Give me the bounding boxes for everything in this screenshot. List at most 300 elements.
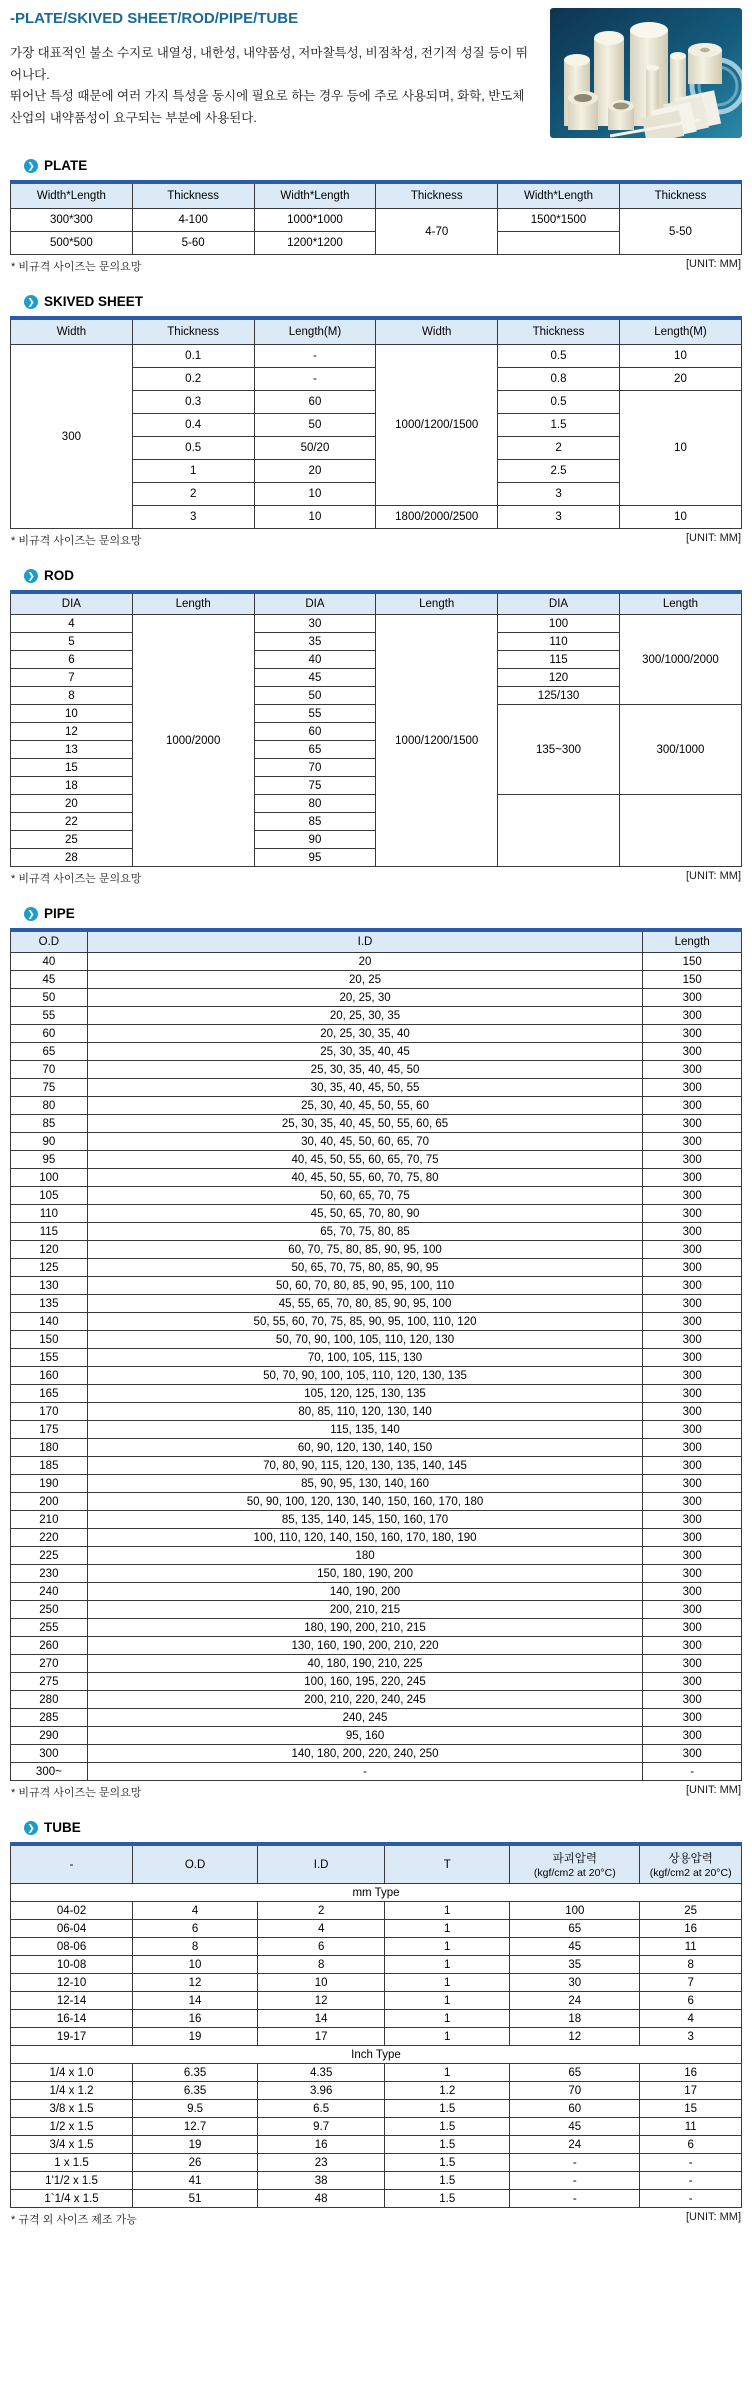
table-cell: 240, 245 bbox=[87, 1709, 643, 1727]
table-cell: 200 bbox=[11, 1493, 88, 1511]
table-cell: 60, 90, 120, 130, 140, 150 bbox=[87, 1439, 643, 1457]
table-row bbox=[11, 1691, 742, 1709]
table-cell: 1.5 bbox=[385, 2154, 510, 2172]
table-cell: 55 bbox=[11, 1007, 88, 1025]
table-row bbox=[11, 1547, 742, 1565]
table-cell: 100 bbox=[510, 1902, 640, 1920]
section-title-tube: TUBE bbox=[44, 1820, 81, 1835]
table-cell: 24 bbox=[510, 2136, 640, 2154]
table-cell: 135~300 bbox=[498, 705, 620, 795]
table-cell: 10 bbox=[619, 345, 741, 368]
pipe-heading bbox=[24, 906, 742, 921]
table-cell: 500*500 bbox=[11, 232, 133, 255]
table-cell: 20 bbox=[11, 795, 133, 813]
table-cell: 50 bbox=[254, 414, 376, 437]
table-row bbox=[11, 1187, 742, 1205]
table-cell: 110 bbox=[11, 1205, 88, 1223]
table-cell: 30 bbox=[510, 1974, 640, 1992]
table-cell: 95 bbox=[254, 849, 376, 867]
section-bullet-icon: ❯ bbox=[24, 159, 38, 173]
table-cell: 65 bbox=[510, 1920, 640, 1938]
table-cell: 50 bbox=[11, 989, 88, 1007]
table-cell: 25, 30, 35, 40, 45, 50 bbox=[87, 1061, 643, 1079]
table-row bbox=[11, 1655, 742, 1673]
table-cell: 1/4 x 1.2 bbox=[11, 2082, 133, 2100]
table-cell bbox=[619, 795, 741, 867]
table-cell: 5-60 bbox=[132, 232, 254, 255]
table-cell: 10 bbox=[254, 483, 376, 506]
skived-sheet-heading bbox=[24, 294, 742, 309]
table-cell: 115 bbox=[498, 651, 620, 669]
table-cell: 300 bbox=[643, 1115, 742, 1133]
table-cell: 04-02 bbox=[11, 1902, 133, 1920]
table-cell: 20, 25, 30, 35 bbox=[87, 1007, 643, 1025]
table-cell: 6.35 bbox=[133, 2082, 258, 2100]
table-cell: 60 bbox=[510, 2100, 640, 2118]
table-row bbox=[11, 2118, 742, 2136]
table-cell: 17 bbox=[258, 2028, 385, 2046]
table-cell: 300 bbox=[643, 1709, 742, 1727]
table-cell: 1 bbox=[385, 1938, 510, 1956]
table-cell: 30 bbox=[254, 615, 376, 633]
table-cell: 10 bbox=[133, 1956, 258, 1974]
table-cell: 3 bbox=[498, 506, 620, 529]
table-cell: 300 bbox=[643, 1061, 742, 1079]
table-cell: 10 bbox=[619, 391, 741, 506]
table-cell: 3.96 bbox=[258, 2082, 385, 2100]
tube-heading bbox=[24, 1820, 742, 1835]
column-header: Thickness bbox=[132, 182, 254, 209]
skived-sheet-table bbox=[10, 316, 742, 529]
table-cell: 18 bbox=[510, 2010, 640, 2028]
table-cell: 15 bbox=[11, 759, 133, 777]
table-cell: 20 bbox=[87, 953, 643, 971]
table-cell: 14 bbox=[258, 2010, 385, 2028]
column-header: Thickness bbox=[376, 182, 498, 209]
section-rod bbox=[10, 568, 742, 886]
table-cell: 8 bbox=[11, 687, 133, 705]
table-row bbox=[11, 989, 742, 1007]
table-cell: 280 bbox=[11, 1691, 88, 1709]
table-cell: 175 bbox=[11, 1421, 88, 1439]
column-header: Length bbox=[376, 592, 498, 615]
table-cell: 1000*1000 bbox=[254, 209, 376, 232]
table-cell: 185 bbox=[11, 1457, 88, 1475]
table-cell: 6.35 bbox=[133, 2064, 258, 2082]
section-bullet-icon: ❯ bbox=[24, 569, 38, 583]
plate-table bbox=[10, 180, 742, 255]
table-row bbox=[11, 2136, 742, 2154]
table-cell: - bbox=[254, 345, 376, 368]
table-cell: 45 bbox=[510, 1938, 640, 1956]
table-row bbox=[11, 1727, 742, 1745]
table-cell: 300 bbox=[643, 1187, 742, 1205]
table-cell: 2 bbox=[132, 483, 254, 506]
intro-section bbox=[10, 6, 742, 138]
table-cell: 2 bbox=[498, 437, 620, 460]
table-cell: 1 bbox=[385, 2028, 510, 2046]
table-cell: 300 bbox=[643, 1223, 742, 1241]
column-header: DIA bbox=[498, 592, 620, 615]
table-cell: 20 bbox=[254, 460, 376, 483]
table-cell: 30, 40, 45, 50, 60, 65, 70 bbox=[87, 1133, 643, 1151]
table-cell: 1 bbox=[385, 1992, 510, 2010]
table-row bbox=[11, 1565, 742, 1583]
table-cell: 12 bbox=[133, 1974, 258, 1992]
table-cell: 300 bbox=[643, 1691, 742, 1709]
table-row bbox=[11, 1061, 742, 1079]
table-cell: 75 bbox=[254, 777, 376, 795]
column-header: I.D bbox=[258, 1844, 385, 1884]
table-cell: 300 bbox=[643, 1025, 742, 1043]
table-cell: 23 bbox=[258, 2154, 385, 2172]
column-header: Length bbox=[132, 592, 254, 615]
table-row bbox=[11, 1223, 742, 1241]
table-cell: - bbox=[87, 1763, 643, 1781]
table-cell: 16 bbox=[258, 2136, 385, 2154]
table-cell: 1.5 bbox=[385, 2172, 510, 2190]
table-cell: 40, 180, 190, 210, 225 bbox=[87, 1655, 643, 1673]
table-row bbox=[11, 1601, 742, 1619]
table-cell: 50, 90, 100, 120, 130, 140, 150, 160, 170, 180 bbox=[87, 1493, 643, 1511]
rod-note bbox=[11, 870, 741, 886]
section-title-pipe: PIPE bbox=[44, 906, 75, 921]
intro-text bbox=[10, 6, 534, 129]
ptfe-products-illustration bbox=[550, 8, 742, 138]
table-row bbox=[11, 1205, 742, 1223]
table-cell: 80, 85, 110, 120, 130, 140 bbox=[87, 1403, 643, 1421]
table-cell: 20, 25, 30 bbox=[87, 989, 643, 1007]
table-cell: 20, 25 bbox=[87, 971, 643, 989]
section-pipe bbox=[10, 906, 742, 1800]
table-cell: 150 bbox=[11, 1331, 88, 1349]
table-cell: 1/2 x 1.5 bbox=[11, 2118, 133, 2136]
table-row bbox=[11, 1457, 742, 1475]
table-cell: 80 bbox=[254, 795, 376, 813]
plate-heading bbox=[24, 158, 742, 173]
table-cell: 1.5 bbox=[385, 2100, 510, 2118]
table-cell: 300 bbox=[643, 1295, 742, 1313]
table-row bbox=[11, 1493, 742, 1511]
table-cell: 11 bbox=[640, 2118, 742, 2136]
table-cell: 85, 90, 95, 130, 140, 160 bbox=[87, 1475, 643, 1493]
table-row bbox=[11, 1079, 742, 1097]
header-row bbox=[11, 182, 742, 209]
table-row bbox=[11, 1763, 742, 1781]
table-cell: 65, 70, 75, 80, 85 bbox=[87, 1223, 643, 1241]
column-header: T bbox=[385, 1844, 510, 1884]
rod-heading bbox=[24, 568, 742, 583]
table-row bbox=[11, 1938, 742, 1956]
table-row bbox=[11, 615, 742, 633]
table-cell: 300 bbox=[643, 1205, 742, 1223]
table-row bbox=[11, 1637, 742, 1655]
table-cell: 0.2 bbox=[132, 368, 254, 391]
table-row bbox=[11, 1295, 742, 1313]
table-cell: 60 bbox=[11, 1025, 88, 1043]
table-cell: 300 bbox=[11, 345, 133, 529]
table-cell: 70 bbox=[510, 2082, 640, 2100]
table-row bbox=[11, 1313, 742, 1331]
table-cell: 300 bbox=[643, 1565, 742, 1583]
table-cell: 75 bbox=[11, 1079, 88, 1097]
table-cell: 300 bbox=[643, 1151, 742, 1169]
table-cell: 45 bbox=[510, 2118, 640, 2136]
table-cell: 6 bbox=[11, 651, 133, 669]
table-cell: 19 bbox=[133, 2028, 258, 2046]
table-cell: 2 bbox=[258, 1902, 385, 1920]
table-row bbox=[11, 1583, 742, 1601]
table-cell: 100 bbox=[498, 615, 620, 633]
column-header: DIA bbox=[254, 592, 376, 615]
table-cell: 105, 120, 125, 130, 135 bbox=[87, 1385, 643, 1403]
section-bullet-icon: ❯ bbox=[24, 295, 38, 309]
table-row bbox=[11, 1007, 742, 1025]
table-cell: 9.5 bbox=[133, 2100, 258, 2118]
table-cell: 300 bbox=[643, 1367, 742, 1385]
table-cell: 0.4 bbox=[132, 414, 254, 437]
table-cell: 240 bbox=[11, 1583, 88, 1601]
table-row bbox=[11, 1025, 742, 1043]
table-cell: 15 bbox=[640, 2100, 742, 2118]
table-cell: 10 bbox=[11, 705, 133, 723]
table-cell bbox=[498, 795, 620, 867]
column-header: Thickness bbox=[132, 318, 254, 345]
table-cell: 300 bbox=[643, 1403, 742, 1421]
unit-note: [UNIT: MM] bbox=[686, 870, 741, 882]
table-cell: 110 bbox=[498, 633, 620, 651]
table-cell: 50, 55, 60, 70, 75, 85, 90, 95, 100, 110, 120 bbox=[87, 1313, 643, 1331]
table-cell: 6.5 bbox=[258, 2100, 385, 2118]
nonstandard-size-note: * 비규격 사이즈는 문의요망 bbox=[11, 535, 142, 547]
table-row bbox=[11, 1385, 742, 1403]
table-cell: 80 bbox=[11, 1097, 88, 1115]
table-cell: 70 bbox=[254, 759, 376, 777]
table-cell: 0.3 bbox=[132, 391, 254, 414]
table-cell: 300 bbox=[643, 1169, 742, 1187]
table-cell: 300*300 bbox=[11, 209, 133, 232]
table-cell: 1000/1200/1500 bbox=[376, 345, 498, 506]
table-cell: 220 bbox=[11, 1529, 88, 1547]
table-row bbox=[11, 2082, 742, 2100]
table-cell: 50, 70, 90, 100, 105, 110, 120, 130, 135 bbox=[87, 1367, 643, 1385]
table-row bbox=[11, 1475, 742, 1493]
table-cell: 50 bbox=[254, 687, 376, 705]
table-cell: 45, 50, 65, 70, 80, 90 bbox=[87, 1205, 643, 1223]
table-cell: 300 bbox=[643, 1259, 742, 1277]
table-cell: 0.5 bbox=[498, 391, 620, 414]
table-cell: 100 bbox=[11, 1169, 88, 1187]
unit-note: [UNIT: MM] bbox=[686, 532, 741, 544]
table-cell: - bbox=[510, 2172, 640, 2190]
table-row bbox=[11, 1619, 742, 1637]
table-cell: 51 bbox=[133, 2190, 258, 2208]
table-cell: 1 bbox=[385, 1956, 510, 1974]
table-cell: 16 bbox=[640, 2064, 742, 2082]
table-row bbox=[11, 1151, 742, 1169]
table-cell: 16-14 bbox=[11, 2010, 133, 2028]
table-cell: 1 bbox=[132, 460, 254, 483]
table-cell: 95, 160 bbox=[87, 1727, 643, 1745]
page-title: -PLATE/SKIVED SHEET/ROD/PIPE/TUBE bbox=[10, 10, 299, 27]
skived-sheet-note bbox=[11, 532, 741, 548]
table-cell: 1.2 bbox=[385, 2082, 510, 2100]
table-cell: 190 bbox=[11, 1475, 88, 1493]
table-cell: 150 bbox=[643, 971, 742, 989]
table-cell: 60, 70, 75, 80, 85, 90, 95, 100 bbox=[87, 1241, 643, 1259]
table-cell: 300 bbox=[643, 1385, 742, 1403]
table-cell: 290 bbox=[11, 1727, 88, 1745]
table-cell: 300 bbox=[643, 1583, 742, 1601]
table-cell: 8 bbox=[258, 1956, 385, 1974]
table-cell: 0.1 bbox=[132, 345, 254, 368]
table-cell: 200, 210, 215 bbox=[87, 1601, 643, 1619]
table-cell: 6 bbox=[640, 2136, 742, 2154]
table-cell: 95 bbox=[11, 1151, 88, 1169]
header-row bbox=[11, 318, 742, 345]
table-cell: 300 bbox=[643, 1601, 742, 1619]
table-cell: 130 bbox=[11, 1277, 88, 1295]
table-cell: 4 bbox=[258, 1920, 385, 1938]
table-cell: 70 bbox=[11, 1061, 88, 1079]
column-header: Length(M) bbox=[254, 318, 376, 345]
table-row bbox=[11, 2046, 742, 2064]
table-cell: 13 bbox=[11, 741, 133, 759]
table-cell: 7 bbox=[11, 669, 133, 687]
table-cell: 300 bbox=[643, 1097, 742, 1115]
table-row bbox=[11, 345, 742, 368]
table-cell: 60 bbox=[254, 723, 376, 741]
table-cell: 300 bbox=[643, 1349, 742, 1367]
table-cell: 155 bbox=[11, 1349, 88, 1367]
table-cell: 41 bbox=[133, 2172, 258, 2190]
table-cell: 0.5 bbox=[132, 437, 254, 460]
table-cell: 19 bbox=[133, 2136, 258, 2154]
table-cell: 26 bbox=[133, 2154, 258, 2172]
table-cell: 12-10 bbox=[11, 1974, 133, 1992]
table-cell: 28 bbox=[11, 849, 133, 867]
table-cell: 40, 45, 50, 55, 60, 65, 70, 75 bbox=[87, 1151, 643, 1169]
table-cell: 300 bbox=[643, 1655, 742, 1673]
table-cell: 120 bbox=[11, 1241, 88, 1259]
table-cell: 6 bbox=[640, 1992, 742, 2010]
table-cell: 300 bbox=[643, 1673, 742, 1691]
table-cell: - bbox=[640, 2190, 742, 2208]
table-cell: 1000/2000 bbox=[132, 615, 254, 867]
table-cell: 285 bbox=[11, 1709, 88, 1727]
table-cell: 2.5 bbox=[498, 460, 620, 483]
table-cell: - bbox=[640, 2154, 742, 2172]
column-header: Length(M) bbox=[619, 318, 741, 345]
section-bullet-icon: ❯ bbox=[24, 907, 38, 921]
table-cell: 9.7 bbox=[258, 2118, 385, 2136]
table-row bbox=[11, 1403, 742, 1421]
tube-table bbox=[10, 1842, 742, 2208]
table-row bbox=[11, 1920, 742, 1938]
table-cell: 300 bbox=[11, 1745, 88, 1763]
table-cell: 3 bbox=[498, 483, 620, 506]
table-cell: 270 bbox=[11, 1655, 88, 1673]
table-row bbox=[11, 1277, 742, 1295]
unit-note: [UNIT: MM] bbox=[686, 1784, 741, 1796]
tube-note bbox=[11, 2211, 741, 2227]
table-cell: 3 bbox=[132, 506, 254, 529]
table-cell: 130, 160, 190, 200, 210, 220 bbox=[87, 1637, 643, 1655]
table-cell: 50, 60, 65, 70, 75 bbox=[87, 1187, 643, 1205]
table-cell: 300 bbox=[643, 1493, 742, 1511]
table-cell: 1`1/4 x 1.5 bbox=[11, 2190, 133, 2208]
table-row bbox=[11, 1169, 742, 1187]
table-cell: 12-14 bbox=[11, 1992, 133, 2010]
table-row bbox=[11, 2028, 742, 2046]
table-row bbox=[11, 953, 742, 971]
table-row bbox=[11, 1673, 742, 1691]
table-cell: - bbox=[510, 2154, 640, 2172]
table-cell: 300 bbox=[643, 1331, 742, 1349]
header-row bbox=[11, 930, 742, 953]
section-skived-sheet bbox=[10, 294, 742, 548]
column-header: Width*Length bbox=[498, 182, 620, 209]
column-header: Width bbox=[11, 318, 133, 345]
table-row bbox=[11, 2172, 742, 2190]
table-row bbox=[11, 1421, 742, 1439]
section-plate bbox=[10, 158, 742, 274]
section-title-skived-sheet: SKIVED SHEET bbox=[44, 294, 144, 309]
table-cell: 1 bbox=[385, 2064, 510, 2082]
table-cell: 10 bbox=[619, 506, 741, 529]
intro-paragraph-1: 가장 대표적인 불소 수지로 내열성, 내한성, 내약품성, 저마찰특성, 비점착성, 전기적 성질 등이 뛰어나다. bbox=[10, 46, 528, 82]
table-cell: 08-06 bbox=[11, 1938, 133, 1956]
table-cell: 135 bbox=[11, 1295, 88, 1313]
table-cell: 5-50 bbox=[619, 209, 741, 255]
plate-note bbox=[11, 258, 741, 274]
column-header: Length bbox=[643, 930, 742, 953]
table-cell: 3/8 x 1.5 bbox=[11, 2100, 133, 2118]
table-cell: 40, 45, 50, 55, 60, 70, 75, 80 bbox=[87, 1169, 643, 1187]
table-cell: 300 bbox=[643, 1421, 742, 1439]
table-cell: 150 bbox=[643, 953, 742, 971]
table-cell: 300/1000/2000 bbox=[619, 615, 741, 705]
unit-note: [UNIT: MM] bbox=[686, 258, 741, 270]
table-cell: 300 bbox=[643, 1043, 742, 1061]
table-cell: 90 bbox=[254, 831, 376, 849]
table-cell: 17 bbox=[640, 2082, 742, 2100]
table-cell: 300~ bbox=[11, 1763, 88, 1781]
table-cell: 22 bbox=[11, 813, 133, 831]
table-cell: 300 bbox=[643, 1475, 742, 1493]
table-cell: 25 bbox=[11, 831, 133, 849]
table-row bbox=[11, 1884, 742, 1902]
table-cell: 30, 35, 40, 45, 50, 55 bbox=[87, 1079, 643, 1097]
table-row bbox=[11, 1902, 742, 1920]
table-cell: 0.8 bbox=[498, 368, 620, 391]
table-cell: 8 bbox=[640, 1956, 742, 1974]
section-tube bbox=[10, 1820, 742, 2227]
table-row bbox=[11, 1097, 742, 1115]
table-cell: 105 bbox=[11, 1187, 88, 1205]
column-header: O.D bbox=[11, 930, 88, 953]
table-cell: 50, 60, 70, 80, 85, 90, 95, 100, 110 bbox=[87, 1277, 643, 1295]
table-cell: 50, 70, 90, 100, 105, 110, 120, 130 bbox=[87, 1331, 643, 1349]
column-header: Length bbox=[619, 592, 741, 615]
table-row bbox=[11, 1241, 742, 1259]
table-cell: 50, 65, 70, 75, 80, 85, 90, 95 bbox=[87, 1259, 643, 1277]
table-cell: 1 bbox=[385, 2010, 510, 2028]
table-row bbox=[11, 1974, 742, 1992]
table-cell: 0.5 bbox=[498, 345, 620, 368]
table-cell: 300 bbox=[643, 1457, 742, 1475]
unit-note: [UNIT: MM] bbox=[686, 2211, 741, 2223]
